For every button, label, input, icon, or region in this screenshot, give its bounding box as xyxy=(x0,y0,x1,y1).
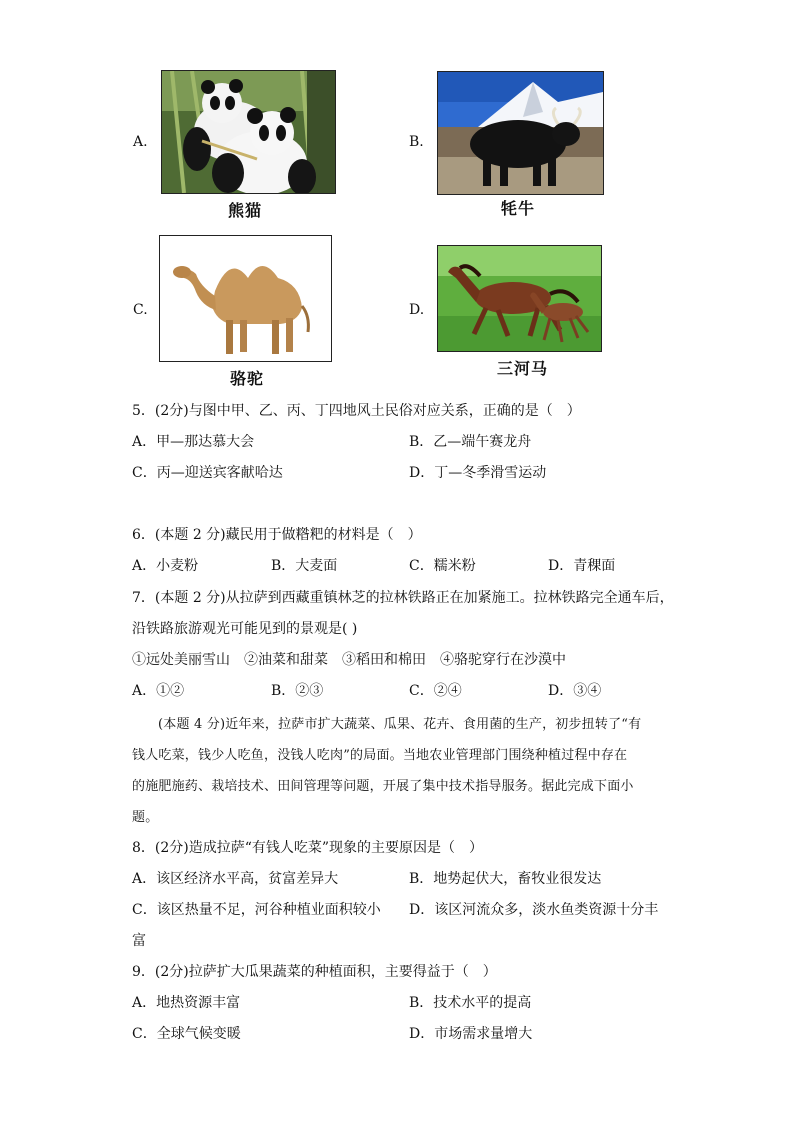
q8-stem: 8．(2分)造成拉萨“有钱人吃菜”现象的主要原因是（ ） xyxy=(132,840,484,856)
yak-photo xyxy=(437,71,604,195)
passage-line-3: 的施肥施药、栽培技术、田间管理等问题，开展了集中技术指导服务。据此完成下面小 xyxy=(132,779,634,794)
q5-stem: 5．(2分)与图中甲、乙、丙、丁四地风土民俗对应关系，正确的是（ ） xyxy=(132,403,581,419)
option-b-letter: B. xyxy=(409,134,424,150)
q7-option-c: C．②④ xyxy=(409,683,462,699)
q8-option-d: D．该区河流众多，淡水鱼类资源十分丰 xyxy=(409,902,659,918)
q9-option-c: C．全球气候变暖 xyxy=(132,1026,241,1042)
passage-line-4: 题。 xyxy=(132,810,159,825)
q8-option-a: A．该区经济水平高，贫富差异大 xyxy=(132,871,339,887)
q6-option-a: A．小麦粉 xyxy=(132,558,199,574)
q6-stem: 6．(本题 2 分)藏民用于做糌粑的材料是（ ） xyxy=(132,527,422,543)
q5-option-b: B．乙—端午赛龙舟 xyxy=(409,434,532,450)
q8-option-b: B．地势起伏大，畜牧业很发达 xyxy=(409,871,602,887)
q7-stem-line2: 沿铁路旅游观光可能见到的景观是( ) xyxy=(132,621,358,637)
camel-photo xyxy=(159,235,332,362)
q7-option-b: B．②③ xyxy=(271,683,324,699)
q9-option-b: B．技术水平的提高 xyxy=(409,995,532,1011)
passage-line-2: 钱人吃菜，钱少人吃鱼，没钱人吃肉”的局面。当地农业管理部门围绕种植过程中存在 xyxy=(132,748,628,763)
option-a-caption: 熊猫 xyxy=(228,201,263,220)
q8-option-d-wrap: 富 xyxy=(132,933,146,949)
q5-option-c: C．丙—迎送宾客献哈达 xyxy=(132,465,283,481)
option-a-letter: A. xyxy=(133,134,148,150)
option-b-caption: 牦牛 xyxy=(501,199,536,218)
q8-option-c: C．该区热量不足，河谷种植业面积较小 xyxy=(132,902,381,918)
q6-option-c: C．糯米粉 xyxy=(409,558,476,574)
passage-line-1: (本题 4 分)近年来，拉萨市扩大蔬菜、瓜果、花卉、食用菌的生产，初步扭转了“有 xyxy=(158,717,642,732)
q7-items: ①远处美丽雪山 ②油菜和甜菜 ③稻田和棉田 ④骆驼穿行在沙漠中 xyxy=(132,652,566,668)
option-c-letter: C. xyxy=(133,302,148,318)
horse-photo xyxy=(437,245,602,352)
q7-option-d: D．③④ xyxy=(548,683,602,699)
q7-option-a: A．①② xyxy=(132,683,185,699)
q6-option-b: B．大麦面 xyxy=(271,558,338,574)
q7-stem-line1: 7．(本题 2 分)从拉萨到西藏重镇林芝的拉林铁路正在加紧施工。拉林铁路完全通车后， xyxy=(132,590,674,606)
panda-photo xyxy=(161,70,336,194)
q6-option-d: D．青稞面 xyxy=(548,558,616,574)
q9-stem: 9．(2分)拉萨扩大瓜果蔬菜的种植面积，主要得益于（ ） xyxy=(132,964,497,980)
option-d-caption: 三河马 xyxy=(497,359,549,378)
option-c-caption: 骆驼 xyxy=(230,369,265,388)
q5-option-d: D．丁—冬季滑雪运动 xyxy=(409,465,547,481)
q9-option-a: A．地热资源丰富 xyxy=(132,995,241,1011)
q9-option-d: D．市场需求量增大 xyxy=(409,1026,533,1042)
option-d-letter: D. xyxy=(409,302,425,318)
q5-option-a: A．甲—那达慕大会 xyxy=(132,434,255,450)
